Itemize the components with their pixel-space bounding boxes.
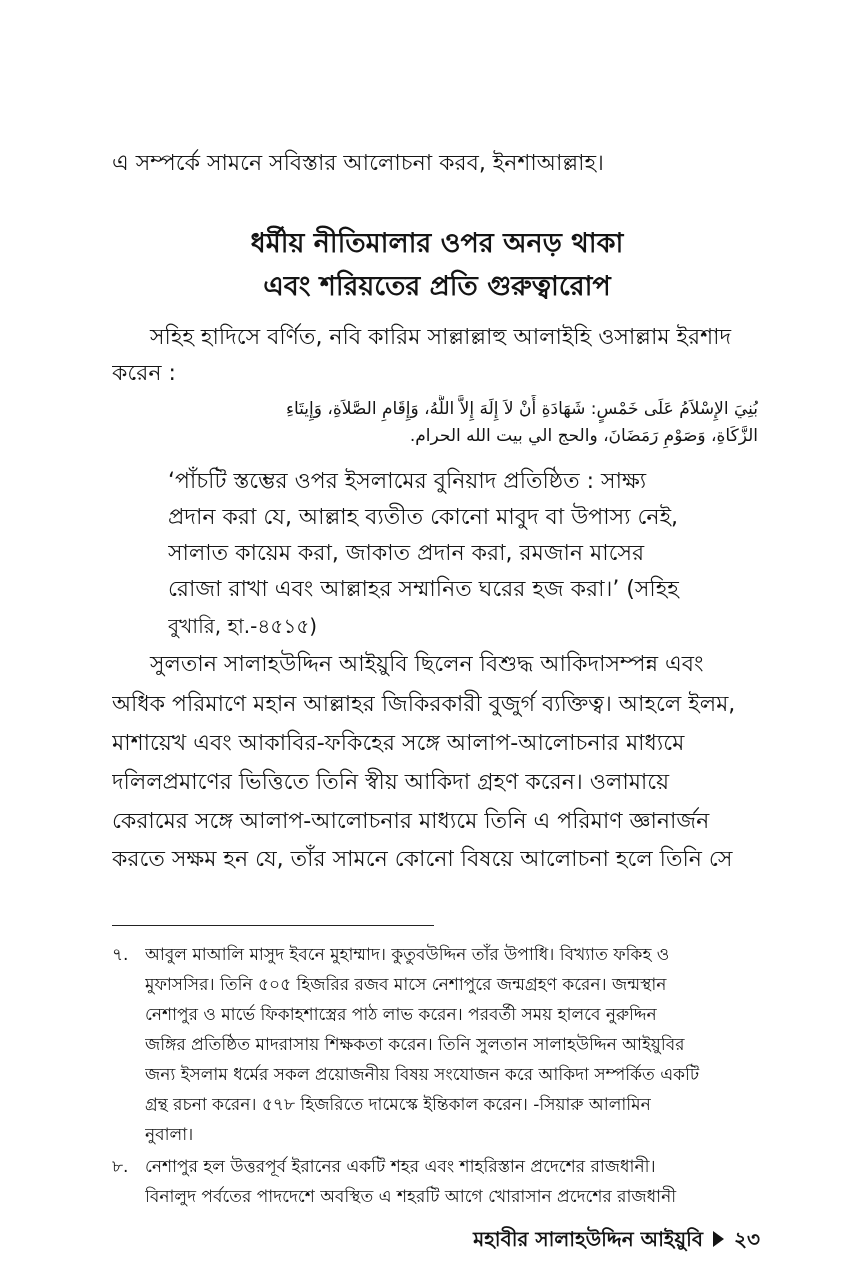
- paragraph-1-line: সহিহ হাদিসে বর্ণিত, নবি কারিম সাল্লাল্লাহু আলাইহি ওসাল্লাম ইরশাদ: [150, 325, 732, 350]
- paragraph-2-line: কেরামের সঙ্গে আলাপ-আলোচনার মাধ্যমে তিনি এ পরিমাণ জ্ঞানার্জন: [112, 809, 710, 834]
- paragraph-2-line: করতে সক্ষম হন যে, তাঁর সামনে কোনো বিষয়ে আলোচনা হলে তিনি সে: [112, 847, 733, 872]
- section-heading-line-1: ধর্মীয় নীতিমালার ওপর অনড় থাকা: [250, 228, 624, 259]
- paragraph-2-line: সুলতান সালাহউদ্দিন আইয়ুবি ছিলেন বিশুদ্ধ আকিদাসম্পন্ন এবং: [150, 652, 704, 677]
- arabic-hadith-line: بُنِيَ الإِسْلاَمُ عَلَى خَمْسٍ: شَهَادَةِ أَنْ لاَ إِلَهَ إِلاَّ اللَّهُ، وَإِقَامِ الصَّلاَةِ، وَإِيتَاءِ: [285, 399, 758, 419]
- footnote-line: মুফাসসির। তিনি ৫০৫ হিজরির রজব মাসে নেশাপুরে জন্মগ্রহণ করেন। জন্মস্থান: [145, 975, 667, 995]
- page-number: ২৩: [733, 1227, 760, 1251]
- footnote-line: জঙ্গির প্রতিষ্ঠিত মাদরাসায় শিক্ষকতা করেন। তিনি সুলতান সালাহউদ্দিন আইয়ুবির: [145, 1035, 685, 1055]
- section-heading-line-2: এবং শরিয়তের প্রতি গুরুত্বারোপ: [263, 271, 611, 302]
- footnote-number: ৭.: [112, 945, 129, 965]
- hadith-citation: বুখারি, হা.-৪৫১৫): [168, 614, 318, 638]
- footnote-line: আবুল মাআলি মাসুদ ইবনে মুহাম্মাদ। কুতুবউদ্দিন তাঁর উপাধি। বিখ্যাত ফকিহ ও: [145, 945, 670, 965]
- footnote-line: নুবালা।: [145, 1125, 194, 1145]
- hadith-translation-line: ‘পাঁচটি স্তম্ভের ওপর ইসলামের বুনিয়াদ প্রতিষ্ঠিত : সাক্ষ্য: [168, 469, 647, 494]
- page-footer: [473, 1223, 760, 1255]
- hadith-translation-line: সালাত কায়েম করা, জাকাত প্রদান করা, রমজান মাসের: [168, 541, 645, 566]
- running-book-title: মহাবীর সালাহউদ্দিন আইয়ুবি: [473, 1227, 703, 1251]
- footnote-number: ৮.: [112, 1157, 129, 1177]
- hadith-translation-line: প্রদান করা যে, আল্লাহ ব্যতীত কোনো মাবুদ বা উপাস্য নেই,: [168, 505, 679, 530]
- footnote-line: জন্য ইসলাম ধর্মের সকল প্রয়োজনীয় বিষয় সংযোজন করে আকিদা সম্পর্কিত একটি: [145, 1065, 700, 1085]
- footnote-line: নেশাপুর ও মার্ভে ফিকাহশাস্ত্রের পাঠ লাভ করেন। পরবর্তী সময় হালবে নুরুদ্দিন: [145, 1005, 657, 1025]
- hadith-translation-line: রোজা রাখা এবং আল্লাহর সম্মানিত ঘরের হজ করা।’ (সহিহ: [168, 577, 679, 602]
- triangle-right-icon: [713, 1231, 724, 1247]
- footnote-line: গ্রন্থ রচনা করেন। ৫৭৮ হিজরিতে দামেস্কে ইন্তিকাল করেন। -সিয়ারু আলামিন: [145, 1095, 651, 1115]
- paragraph-2-line: অধিক পরিমাণে মহান আল্লাহর জিকিরকারী বুজুর্গ ব্যক্তিত্ব। আহলে ইলম,: [112, 692, 736, 717]
- paragraph-1-line: করেন :: [112, 361, 176, 386]
- intro-line: এ সম্পর্কে সামনে সবিস্তার আলোচনা করব, ইনশাআল্লাহ।: [112, 151, 604, 176]
- footnote-line: নেশাপুর হল উত্তরপূর্ব ইরানের একটি শহর এবং শাহরিস্তান প্রদেশের রাজধানী।: [145, 1157, 656, 1177]
- paragraph-2-line: দলিলপ্রমাণের ভিত্তিতে তিনি স্বীয় আকিদা গ্রহণ করেন। ওলামায়ে: [112, 770, 670, 795]
- footnote-divider: [112, 925, 434, 926]
- footnote-line: বিনালুদ পর্বতের পাদদেশে অবস্থিত এ শহরটি আগে খোরাসান প্রদেশের রাজধানী: [145, 1187, 677, 1207]
- arabic-hadith-line: الزَّكَاةِ، وَصَوْمِ رَمَضَانَ، والحج الي بيت الله الحرام.: [409, 426, 758, 446]
- paragraph-2-line: মাশায়েখ এবং আকাবির-ফকিহের সঙ্গে আলাপ-আলোচনার মাধ্যমে: [112, 731, 685, 756]
